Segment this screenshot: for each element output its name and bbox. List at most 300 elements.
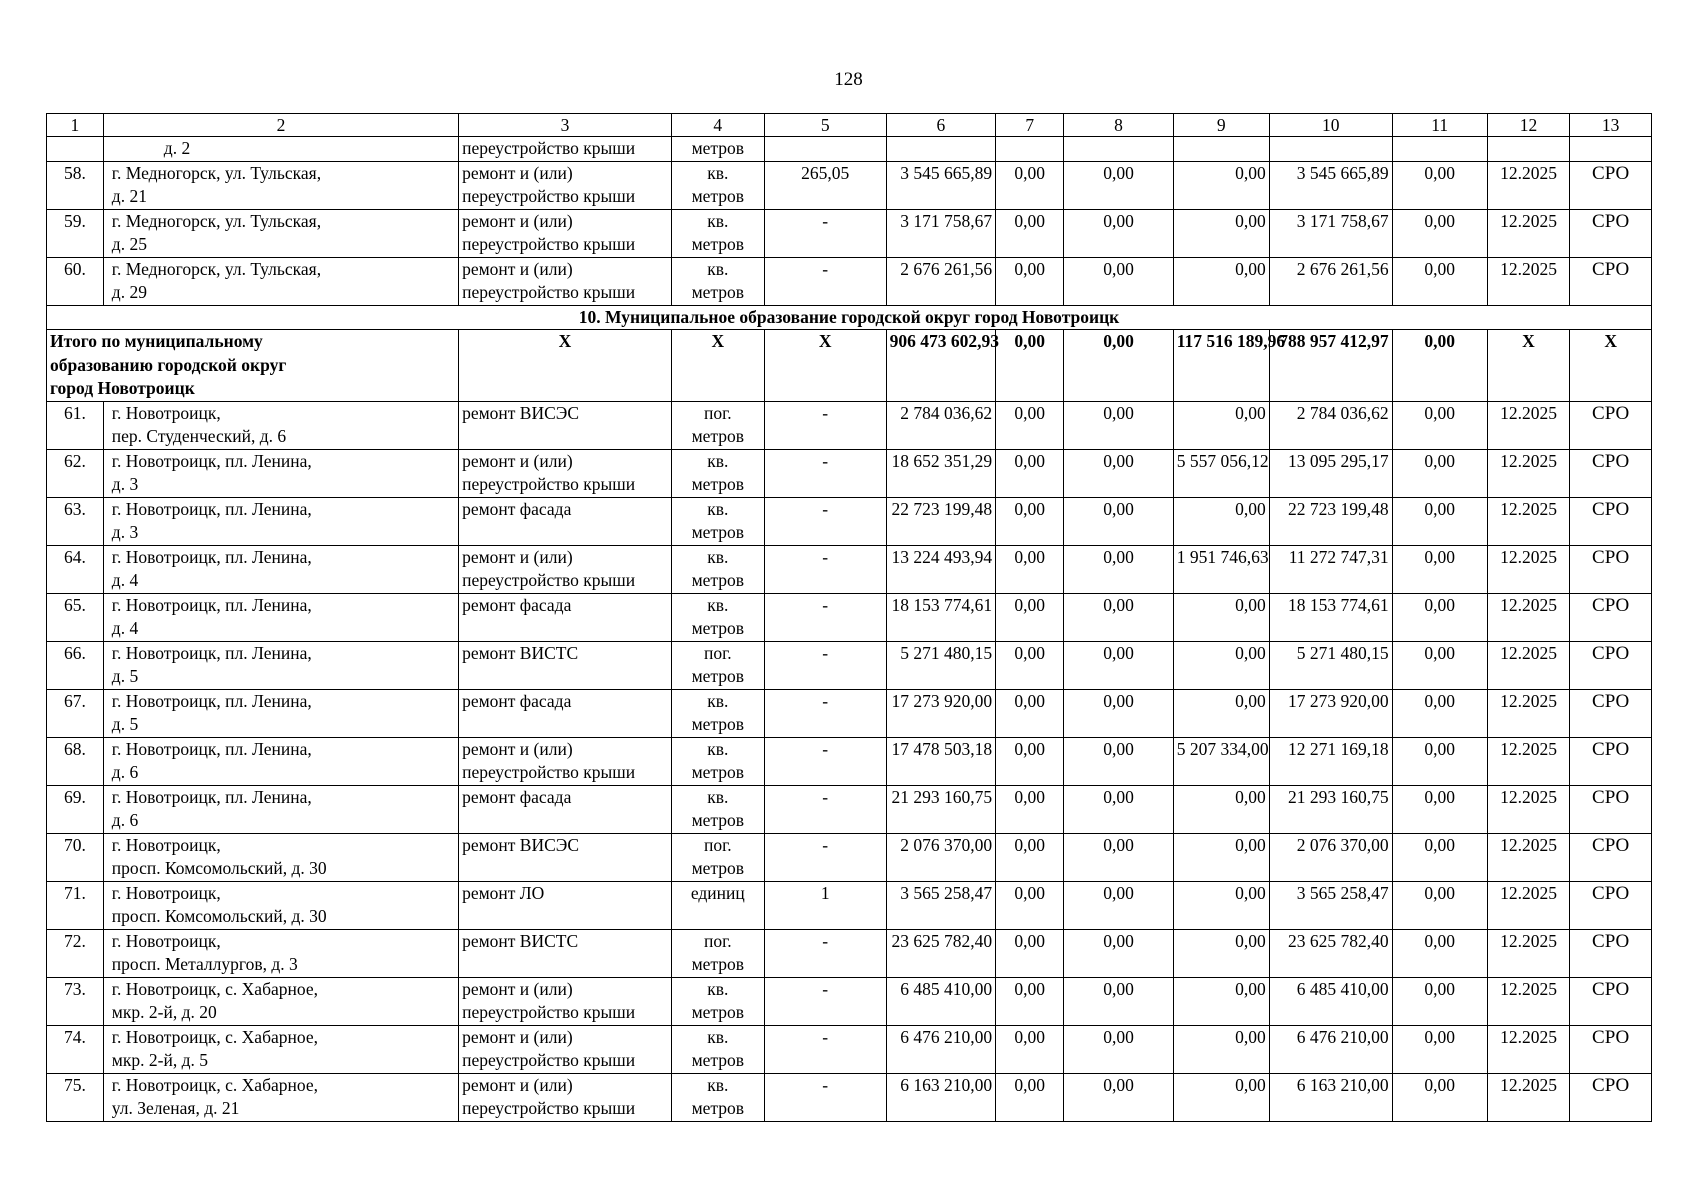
table-row xyxy=(47,641,1652,689)
work-type-cell xyxy=(459,785,672,833)
total-col-12: X xyxy=(1487,330,1570,402)
fund-cell: 0,00 xyxy=(1064,1073,1173,1121)
total-cost-cell: 6 163 210,00 xyxy=(886,1073,995,1121)
unit-cell xyxy=(671,257,764,305)
work-type-cell xyxy=(459,737,672,785)
unit-cell xyxy=(671,545,764,593)
address-cell-line: д. 29 xyxy=(111,282,147,302)
address-cell-line: г. Медногорск, ул. Тульская, xyxy=(111,162,322,183)
work-type-cell-line: ремонт ВИСЭС xyxy=(462,402,580,423)
address-cell-line: г. Новотроицк, с. Хабарное, xyxy=(111,978,318,999)
owners-funds-cell: 11 272 747,31 xyxy=(1269,545,1392,593)
address-cell-line: г. Новотроицк, пл. Ленина, xyxy=(111,498,312,519)
owners-funds-cell: 3 565 258,47 xyxy=(1269,881,1392,929)
deadline-cell: 12.2025 xyxy=(1487,737,1570,785)
column-header: 1 xyxy=(47,114,104,137)
unit-cell-line: кв. xyxy=(707,498,729,519)
total-cost-cell: 23 625 782,40 xyxy=(886,929,995,977)
work-type-cell xyxy=(459,545,672,593)
fund-cell: 0,00 xyxy=(1173,401,1269,449)
row-number: 61. xyxy=(47,401,104,449)
row-number xyxy=(47,137,104,162)
fund-cell: 0,00 xyxy=(1392,497,1487,545)
column-header: 11 xyxy=(1392,114,1487,137)
work-type-cell xyxy=(459,161,672,209)
fund-cell: 0,00 xyxy=(996,929,1064,977)
method-cell: СРО xyxy=(1570,593,1652,641)
deadline-cell: 12.2025 xyxy=(1487,257,1570,305)
column-header: 13 xyxy=(1570,114,1652,137)
table-row xyxy=(47,401,1652,449)
owners-funds-cell: 5 271 480,15 xyxy=(1269,641,1392,689)
unit-cell-line: кв. xyxy=(707,162,729,183)
work-type-cell xyxy=(459,641,672,689)
work-type-cell-line: ремонт фасада xyxy=(462,594,572,615)
work-type-cell xyxy=(459,401,672,449)
quantity-cell: - xyxy=(764,641,886,689)
total-col-3: X xyxy=(459,330,672,402)
address-cell xyxy=(103,401,458,449)
work-type-cell-line: переустройство крыши xyxy=(462,186,636,206)
row-number: 67. xyxy=(47,689,104,737)
unit-cell-line: метров xyxy=(691,282,745,302)
fund-cell: 0,00 xyxy=(1392,593,1487,641)
empty-cell xyxy=(886,137,995,162)
total-cost-cell: 17 273 920,00 xyxy=(886,689,995,737)
work-type-cell: переустройство крыши xyxy=(459,137,672,162)
total-cost-cell: 6 476 210,00 xyxy=(886,1025,995,1073)
work-type-cell xyxy=(459,449,672,497)
fund-cell: 0,00 xyxy=(996,593,1064,641)
fund-cell: 5 207 334,00 xyxy=(1173,737,1269,785)
address-cell xyxy=(103,929,458,977)
column-header: 5 xyxy=(764,114,886,137)
quantity-cell: - xyxy=(764,593,886,641)
fund-cell: 0,00 xyxy=(1392,881,1487,929)
work-type-cell-line: переустройство крыши xyxy=(462,762,636,782)
address-cell-line: просп. Металлургов, д. 3 xyxy=(111,954,298,974)
address-cell-line: г. Медногорск, ул. Тульская, xyxy=(111,258,322,279)
unit-cell-line: метров xyxy=(691,570,745,590)
address-cell-line: д. 25 xyxy=(111,234,147,254)
fund-cell: 5 557 056,12 xyxy=(1173,449,1269,497)
fund-cell: 0,00 xyxy=(1064,689,1173,737)
address-cell xyxy=(103,1025,458,1073)
fund-cell: 0,00 xyxy=(996,785,1064,833)
fund-cell: 0,00 xyxy=(996,209,1064,257)
column-number-header-row xyxy=(47,114,1652,137)
work-type-cell xyxy=(459,833,672,881)
unit-cell xyxy=(671,689,764,737)
table-row xyxy=(47,929,1652,977)
column-header: 6 xyxy=(886,114,995,137)
fund-cell: 0,00 xyxy=(1392,641,1487,689)
continuation-row xyxy=(47,137,1652,162)
address-cell xyxy=(103,257,458,305)
unit-cell-line: кв. xyxy=(707,738,729,759)
row-number: 65. xyxy=(47,593,104,641)
quantity-cell: - xyxy=(764,497,886,545)
owners-funds-cell: 21 293 160,75 xyxy=(1269,785,1392,833)
unit-cell xyxy=(671,593,764,641)
column-header: 9 xyxy=(1173,114,1269,137)
fund-cell: 0,00 xyxy=(996,257,1064,305)
unit-cell xyxy=(671,833,764,881)
owners-funds-cell: 2 784 036,62 xyxy=(1269,401,1392,449)
quantity-cell: 265,05 xyxy=(764,161,886,209)
address-cell-line: пер. Студенческий, д. 6 xyxy=(111,426,287,446)
method-cell: СРО xyxy=(1570,689,1652,737)
fund-cell: 0,00 xyxy=(996,497,1064,545)
deadline-cell: 12.2025 xyxy=(1487,449,1570,497)
fund-cell: 0,00 xyxy=(996,641,1064,689)
address-cell-line: д. 21 xyxy=(111,186,147,206)
total-cost-cell: 18 153 774,61 xyxy=(886,593,995,641)
total-col-6: 906 473 602,93 xyxy=(886,330,995,402)
address-cell-line: г. Новотроицк, xyxy=(111,930,221,951)
work-type-cell xyxy=(459,257,672,305)
fund-cell: 0,00 xyxy=(996,689,1064,737)
work-type-cell-line: переустройство крыши xyxy=(462,1098,636,1118)
work-type-cell-line: ремонт фасада xyxy=(462,498,572,519)
address-cell-line: г. Новотроицк, xyxy=(111,882,221,903)
table-row xyxy=(47,161,1652,209)
fund-cell: 0,00 xyxy=(1173,1025,1269,1073)
quantity-cell: - xyxy=(764,209,886,257)
fund-cell: 0,00 xyxy=(1064,1025,1173,1073)
quantity-cell: - xyxy=(764,1025,886,1073)
address-cell-line: г. Новотроицк, пл. Ленина, xyxy=(111,786,312,807)
address-cell-line: мкр. 2-й, д. 20 xyxy=(111,1002,217,1022)
deadline-cell: 12.2025 xyxy=(1487,929,1570,977)
address-cell xyxy=(103,1073,458,1121)
work-type-cell-line: переустройство крыши xyxy=(462,570,636,590)
fund-cell: 0,00 xyxy=(1392,401,1487,449)
unit-cell xyxy=(671,641,764,689)
fund-cell: 0,00 xyxy=(1064,977,1173,1025)
address-cell-line: г. Новотроицк, пл. Ленина, xyxy=(111,690,312,711)
unit-cell xyxy=(671,1073,764,1121)
address-cell-line: г. Новотроицк, xyxy=(111,834,221,855)
method-cell: СРО xyxy=(1570,497,1652,545)
fund-cell: 0,00 xyxy=(1064,401,1173,449)
work-type-cell-line: ремонт ВИСТС xyxy=(462,642,579,663)
total-cost-cell: 3 545 665,89 xyxy=(886,161,995,209)
address-cell: д. 2 xyxy=(103,137,458,162)
deadline-cell: 12.2025 xyxy=(1487,1025,1570,1073)
unit-cell-line: пог. xyxy=(703,402,732,423)
empty-cell xyxy=(1487,137,1570,162)
fund-cell: 0,00 xyxy=(1392,977,1487,1025)
fund-cell: 0,00 xyxy=(1392,545,1487,593)
method-cell: СРО xyxy=(1570,449,1652,497)
fund-cell: 0,00 xyxy=(1173,641,1269,689)
fund-cell: 0,00 xyxy=(996,977,1064,1025)
column-header: 4 xyxy=(671,114,764,137)
deadline-cell: 12.2025 xyxy=(1487,641,1570,689)
address-cell-line: д. 4 xyxy=(111,618,139,638)
empty-cell xyxy=(1269,137,1392,162)
unit-cell-line: метров xyxy=(691,426,745,446)
unit-cell-line: кв. xyxy=(707,690,729,711)
quantity-cell: - xyxy=(764,977,886,1025)
fund-cell: 0,00 xyxy=(1064,641,1173,689)
fund-cell: 0,00 xyxy=(1064,593,1173,641)
work-type-cell xyxy=(459,1073,672,1121)
total-col-13: X xyxy=(1570,330,1652,402)
total-cost-cell: 21 293 160,75 xyxy=(886,785,995,833)
method-cell: СРО xyxy=(1570,977,1652,1025)
fund-cell: 0,00 xyxy=(1064,545,1173,593)
fund-cell: 0,00 xyxy=(1173,689,1269,737)
unit-cell-line: кв. xyxy=(707,1074,729,1095)
address-cell xyxy=(103,641,458,689)
owners-funds-cell: 6 476 210,00 xyxy=(1269,1025,1392,1073)
section-header-row xyxy=(47,305,1652,330)
total-label-line: Итого по муниципальному xyxy=(50,331,263,351)
fund-cell: 0,00 xyxy=(996,1025,1064,1073)
deadline-cell: 12.2025 xyxy=(1487,161,1570,209)
unit-cell-line: метров xyxy=(691,1002,745,1022)
deadline-cell: 12.2025 xyxy=(1487,593,1570,641)
fund-cell: 0,00 xyxy=(996,881,1064,929)
unit-cell-line: метров xyxy=(691,1050,745,1070)
address-cell xyxy=(103,545,458,593)
work-type-cell xyxy=(459,929,672,977)
empty-cell xyxy=(1392,137,1487,162)
total-cost-cell: 2 676 261,56 xyxy=(886,257,995,305)
column-header: 7 xyxy=(996,114,1064,137)
fund-cell: 0,00 xyxy=(1064,161,1173,209)
method-cell: СРО xyxy=(1570,161,1652,209)
row-number: 66. xyxy=(47,641,104,689)
work-type-cell xyxy=(459,209,672,257)
method-cell: СРО xyxy=(1570,401,1652,449)
method-cell: СРО xyxy=(1570,929,1652,977)
address-cell xyxy=(103,881,458,929)
unit-cell-line: метров xyxy=(691,762,745,782)
method-cell: СРО xyxy=(1570,737,1652,785)
row-number: 75. xyxy=(47,1073,104,1121)
table-row xyxy=(47,545,1652,593)
fund-cell: 0,00 xyxy=(1392,1073,1487,1121)
address-cell-line: г. Новотроицк, пл. Ленина, xyxy=(111,594,312,615)
unit-cell-line: кв. xyxy=(707,258,729,279)
unit-cell xyxy=(671,929,764,977)
address-cell xyxy=(103,449,458,497)
table-row xyxy=(47,1025,1652,1073)
total-col-9: 117 516 189,96 xyxy=(1173,330,1269,402)
total-col-11: 0,00 xyxy=(1392,330,1487,402)
work-type-cell-line: ремонт и (или) xyxy=(462,258,573,279)
fund-cell: 0,00 xyxy=(996,737,1064,785)
address-cell-line: просп. Комсомольский, д. 30 xyxy=(111,858,327,878)
fund-cell: 0,00 xyxy=(1392,785,1487,833)
column-header: 10 xyxy=(1269,114,1392,137)
unit-cell xyxy=(671,785,764,833)
work-type-cell-line: ремонт и (или) xyxy=(462,546,573,567)
empty-cell xyxy=(1064,137,1173,162)
fund-cell: 0,00 xyxy=(1173,881,1269,929)
fund-cell: 0,00 xyxy=(996,449,1064,497)
work-type-cell-line: ремонт и (или) xyxy=(462,162,573,183)
quantity-cell: - xyxy=(764,545,886,593)
work-type-cell-line: переустройство крыши xyxy=(462,1002,636,1022)
fund-cell: 0,00 xyxy=(1392,161,1487,209)
address-cell-line: г. Новотроицк, пл. Ленина, xyxy=(111,450,312,471)
work-type-cell-line: переустройство крыши xyxy=(462,282,636,302)
table-row xyxy=(47,881,1652,929)
unit-cell xyxy=(671,401,764,449)
owners-funds-cell: 23 625 782,40 xyxy=(1269,929,1392,977)
unit-cell-line: пог. xyxy=(703,642,732,663)
owners-funds-cell: 18 153 774,61 xyxy=(1269,593,1392,641)
fund-cell: 0,00 xyxy=(1064,737,1173,785)
unit-cell-line: метров xyxy=(691,714,745,734)
fund-cell: 0,00 xyxy=(1064,449,1173,497)
fund-cell: 1 951 746,63 xyxy=(1173,545,1269,593)
unit-cell: метров xyxy=(671,137,764,162)
work-type-cell-line: ремонт и (или) xyxy=(462,210,573,231)
repair-program-table xyxy=(46,113,1652,1122)
section-title: 10. Муниципальное образование городской округ город Новотроицк xyxy=(47,305,1652,330)
owners-funds-cell: 6 163 210,00 xyxy=(1269,1073,1392,1121)
unit-cell-line: метров xyxy=(691,474,745,494)
unit-cell-line: пог. xyxy=(703,930,732,951)
total-cost-cell: 2 784 036,62 xyxy=(886,401,995,449)
work-type-cell-line: ремонт ВИСЭС xyxy=(462,834,580,855)
deadline-cell: 12.2025 xyxy=(1487,881,1570,929)
work-type-cell xyxy=(459,1025,672,1073)
row-number: 71. xyxy=(47,881,104,929)
owners-funds-cell: 3 171 758,67 xyxy=(1269,209,1392,257)
total-cost-cell: 17 478 503,18 xyxy=(886,737,995,785)
unit-cell xyxy=(671,161,764,209)
address-cell xyxy=(103,737,458,785)
unit-cell-line: метров xyxy=(691,858,745,878)
work-type-cell-line: ремонт и (или) xyxy=(462,1026,573,1047)
total-col-7: 0,00 xyxy=(996,330,1064,402)
address-cell-line: д. 6 xyxy=(111,762,139,782)
unit-cell xyxy=(671,497,764,545)
row-number: 58. xyxy=(47,161,104,209)
address-cell xyxy=(103,593,458,641)
total-label-line: город Новотроицк xyxy=(50,378,195,398)
work-type-cell xyxy=(459,497,672,545)
method-cell: СРО xyxy=(1570,1073,1652,1121)
method-cell: СРО xyxy=(1570,785,1652,833)
address-cell xyxy=(103,209,458,257)
owners-funds-cell: 12 271 169,18 xyxy=(1269,737,1392,785)
unit-cell xyxy=(671,881,764,929)
work-type-cell-line: ремонт и (или) xyxy=(462,978,573,999)
address-cell-line: г. Новотроицк, xyxy=(111,402,221,423)
column-header: 2 xyxy=(103,114,458,137)
empty-cell xyxy=(764,137,886,162)
work-type-cell-line: ремонт и (или) xyxy=(462,1074,573,1095)
deadline-cell: 12.2025 xyxy=(1487,497,1570,545)
work-type-cell-line: переустройство крыши xyxy=(462,474,636,494)
fund-cell: 0,00 xyxy=(1173,785,1269,833)
total-label xyxy=(47,330,459,402)
quantity-cell: - xyxy=(764,737,886,785)
owners-funds-cell: 17 273 920,00 xyxy=(1269,689,1392,737)
row-number: 72. xyxy=(47,929,104,977)
fund-cell: 0,00 xyxy=(1392,1025,1487,1073)
unit-cell-line: метров xyxy=(691,618,745,638)
table-row xyxy=(47,689,1652,737)
address-cell-line: г. Новотроицк, пл. Ленина, xyxy=(111,546,312,567)
owners-funds-cell: 3 545 665,89 xyxy=(1269,161,1392,209)
address-cell-line: д. 5 xyxy=(111,714,139,734)
address-cell-line: г. Медногорск, ул. Тульская, xyxy=(111,210,322,231)
table-row xyxy=(47,593,1652,641)
method-cell: СРО xyxy=(1570,641,1652,689)
fund-cell: 0,00 xyxy=(1173,593,1269,641)
address-cell-line: д. 5 xyxy=(111,666,139,686)
page-number: 128 xyxy=(834,69,863,90)
empty-cell xyxy=(996,137,1064,162)
method-cell: СРО xyxy=(1570,257,1652,305)
address-cell-line: д. 3 xyxy=(111,474,139,494)
deadline-cell: 12.2025 xyxy=(1487,833,1570,881)
row-number: 73. xyxy=(47,977,104,1025)
unit-cell xyxy=(671,737,764,785)
unit-cell xyxy=(671,1025,764,1073)
owners-funds-cell: 13 095 295,17 xyxy=(1269,449,1392,497)
method-cell: СРО xyxy=(1570,1025,1652,1073)
row-number: 63. xyxy=(47,497,104,545)
address-cell xyxy=(103,977,458,1025)
fund-cell: 0,00 xyxy=(1173,161,1269,209)
column-header: 8 xyxy=(1064,114,1173,137)
fund-cell: 0,00 xyxy=(1392,209,1487,257)
work-type-cell-line: ремонт фасада xyxy=(462,690,572,711)
unit-cell-line: метров xyxy=(691,954,745,974)
address-cell xyxy=(103,497,458,545)
work-type-cell xyxy=(459,593,672,641)
fund-cell: 0,00 xyxy=(1064,929,1173,977)
fund-cell: 0,00 xyxy=(996,401,1064,449)
row-number: 70. xyxy=(47,833,104,881)
fund-cell: 0,00 xyxy=(1173,977,1269,1025)
work-type-cell-line: переустройство крыши xyxy=(462,1050,636,1070)
table-row xyxy=(47,1073,1652,1121)
table-row xyxy=(47,977,1652,1025)
address-cell-line: ул. Зеленая, д. 21 xyxy=(111,1098,240,1118)
method-cell: СРО xyxy=(1570,833,1652,881)
fund-cell: 0,00 xyxy=(996,161,1064,209)
fund-cell: 0,00 xyxy=(1064,257,1173,305)
address-cell-line: г. Новотроицк, с. Хабарное, xyxy=(111,1026,318,1047)
table-row xyxy=(47,449,1652,497)
unit-cell-line: метров xyxy=(691,666,745,686)
row-number: 62. xyxy=(47,449,104,497)
table-row xyxy=(47,833,1652,881)
total-label-line: образованию городской округ xyxy=(50,354,287,375)
empty-cell xyxy=(1570,137,1652,162)
unit-cell-line: метров xyxy=(691,234,745,254)
fund-cell: 0,00 xyxy=(1064,209,1173,257)
fund-cell: 0,00 xyxy=(1064,881,1173,929)
unit-cell-line: метров xyxy=(691,522,745,542)
unit-cell-line: кв. xyxy=(707,450,729,471)
work-type-cell-line: ремонт и (или) xyxy=(462,738,573,759)
fund-cell: 0,00 xyxy=(996,833,1064,881)
quantity-cell: - xyxy=(764,1073,886,1121)
quantity-cell: - xyxy=(764,257,886,305)
address-cell-line: д. 6 xyxy=(111,810,139,830)
